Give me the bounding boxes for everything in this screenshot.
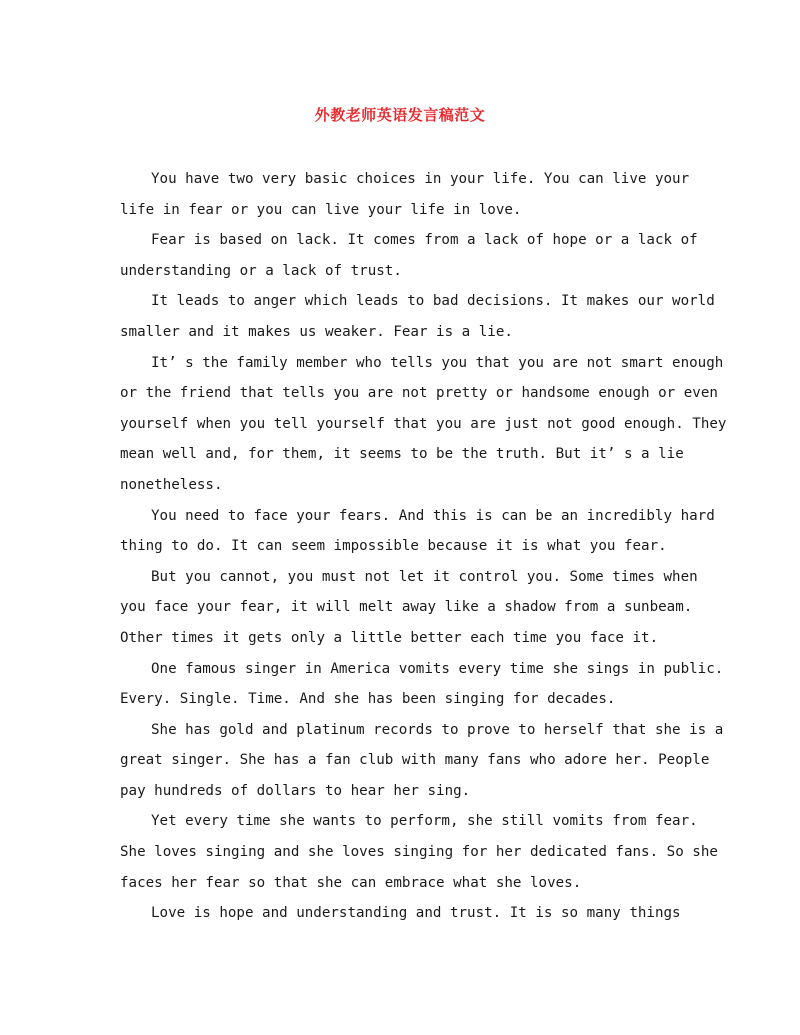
document-body	[120, 164, 727, 929]
body-line: It leads to anger which leads to bad decisions. It makes our world	[151, 293, 715, 310]
body-line: pay hundreds of dollars to hear her sing.	[120, 782, 471, 799]
body-line: life in fear or you can live your life in love.	[120, 201, 522, 218]
body-line: mean well and, for them, it seems to be the truth. But it’ s a lie	[120, 446, 684, 463]
body-line: faces her fear so that she can embrace what she loves.	[120, 874, 582, 891]
body-line: nonetheless.	[120, 476, 223, 493]
body-line: She has gold and platinum records to prove to herself that she is a	[151, 721, 724, 738]
body-line: or the friend that tells you are not pretty or handsome enough or even	[120, 385, 718, 402]
body-line: Other times it gets only a little better each time you face it.	[120, 629, 659, 646]
body-line: You need to face your fears. And this is can be an incredibly hard	[151, 507, 715, 524]
body-line: She loves singing and she loves singing for her dedicated fans. So she	[120, 844, 718, 861]
body-line: great singer. She has a fan club with many fans who adore her. People	[120, 752, 710, 769]
body-line: yourself when you tell yourself that you are just not good enough. They	[120, 415, 727, 432]
body-line: It’ s the family member who tells you that you are not smart enough	[151, 354, 724, 371]
body-line: thing to do. It can seem impossible because it is what you fear.	[120, 538, 667, 555]
body-line: But you cannot, you must not let it control you. Some times when	[151, 568, 698, 585]
body-line: smaller and it makes us weaker. Fear is a lie.	[120, 323, 513, 340]
body-line: Love is hope and understanding and trust. It is so many things	[151, 905, 681, 922]
body-line: One famous singer in America vomits every time she sings in public.	[151, 660, 724, 677]
body-line: you face your fear, it will melt away like a shadow from a sunbeam.	[120, 599, 693, 616]
body-line: Yet every time she wants to perform, she still vomits from fear.	[151, 813, 698, 830]
body-line: Every. Single. Time. And she has been singing for decades.	[120, 691, 616, 708]
body-line: You have two very basic choices in your life. You can live your	[151, 171, 690, 187]
document-title: 外教老师英语发言稿范文	[314, 106, 486, 124]
body-line: understanding or a lack of trust.	[120, 262, 402, 279]
body-line: Fear is based on lack. It comes from a lack of hope or a lack of	[151, 232, 698, 249]
